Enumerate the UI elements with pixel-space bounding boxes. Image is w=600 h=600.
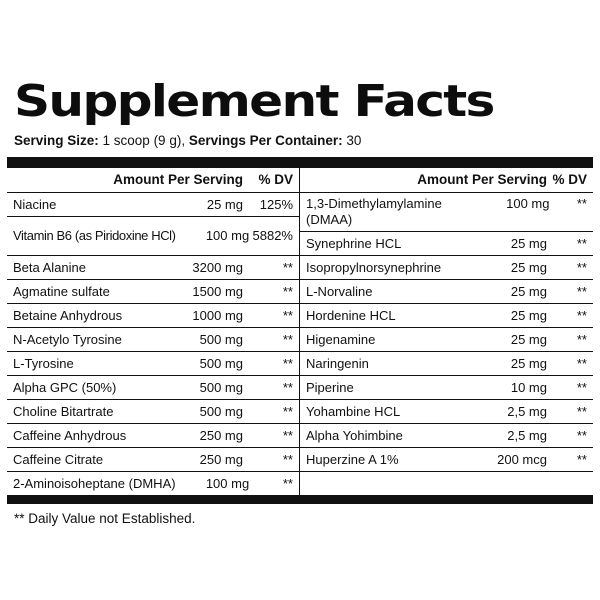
table-row [300,280,593,304]
footnote: ** Daily Value not Established. [14,511,196,526]
table-row-empty [300,472,593,495]
ingredient-dv: 5882% [252,228,293,243]
ingredient-dv: ** [576,428,587,443]
dv-header: % DV [258,172,293,187]
ingredient-name: Niacine [13,197,57,212]
ingredient-name [300,472,473,495]
facts-table [7,168,593,504]
ingredient-name: Alpha Yohimbine [306,428,403,443]
table-row [300,193,593,232]
dv-header: % DV [552,172,587,187]
ingredient-dv: ** [282,308,293,323]
ingredient-name: Yohambine HCL [306,404,401,419]
ingredient-amount: 500 mg [199,404,243,419]
table-row [300,376,593,400]
ingredient-name: Betaine Anhydrous [13,308,123,323]
ingredient-amount: 100 mg [205,476,250,491]
ingredient-name: 2-Aminoisoheptane (DMHA) [13,476,176,491]
ingredient-amount: 25 mg [206,197,243,212]
ingredient-dv: ** [576,308,587,323]
ingredient-dv: ** [576,196,587,211]
ingredient-name: Beta Alanine [13,260,87,275]
ingredient-dv: ** [576,404,587,419]
table-row [7,217,299,256]
left-column-header [7,168,299,193]
table-row [7,193,299,217]
ingredient-dv: ** [576,284,587,299]
ingredient-dv: ** [576,356,587,371]
table-row [300,448,593,472]
ingredient-amount: 25 mg [510,236,547,251]
ingredient-name: 1,3-Dimethylamylamine (DMAA) [306,196,442,227]
table-row [7,304,299,328]
table-row [300,304,593,328]
ingredient-name: Alpha GPC (50%) [13,380,117,395]
table-row [7,256,299,280]
table-row [7,376,299,400]
ingredient-dv: ** [576,332,587,347]
top-divider-bar [7,157,593,168]
table-row [300,256,593,280]
ingredient-dv: ** [282,452,293,467]
table-row [7,352,299,376]
ingredient-dv: ** [282,404,293,419]
ingredient-dv: ** [282,284,293,299]
table-row [7,400,299,424]
ingredient-amount: 250 mg [199,428,243,443]
ingredient-name: Higenamine [306,332,376,347]
ingredient-amount: 500 mg [199,356,243,371]
table-row [300,352,593,376]
ingredient-amount: 2,5 mg [507,404,547,419]
servings-per-container-label: Servings Per Container: [188,133,343,148]
ingredient-amount: 25 mg [510,284,547,299]
ingredient-name: Synephrine HCL [306,236,402,251]
ingredient-amount: 25 mg [510,308,547,323]
ingredient-amount: 100 mg [506,196,550,211]
ingredient-dv: ** [282,332,293,347]
ingredient-name: Caffeine Citrate [13,452,104,467]
ingredient-dv [547,472,593,495]
ingredient-amount: 10 mg [510,380,547,395]
ingredient-dv: 125% [259,197,293,212]
ingredient-name: N-Acetylo Tyrosine [13,332,122,347]
ingredient-amount: 1500 mg [192,284,243,299]
table-row [7,472,299,495]
ingredient-dv: ** [576,380,587,395]
supplement-facts-panel [7,76,593,526]
table-row [7,328,299,352]
ingredient-amount: 25 mg [510,260,547,275]
ingredient-dv: ** [282,260,293,275]
ingredient-amount: 500 mg [199,380,243,395]
serving-size-value: 1 scoop (9 g), [98,133,189,148]
left-column [7,168,300,495]
ingredient-amount: 2,5 mg [507,428,547,443]
ingredient-name: Choline Bitartrate [13,404,114,419]
ingredient-amount: 1000 mg [192,308,243,323]
ingredient-name: Huperzine A 1% [306,452,399,467]
serving-size-label: Serving Size: [14,133,99,148]
table-row [7,448,299,472]
ingredient-dv: ** [282,428,293,443]
ingredient-amount: 25 mg [510,332,547,347]
ingredient-amount: 3200 mg [192,260,243,275]
amount-header: Amount Per Serving [417,172,547,187]
servings-per-container-value: 30 [342,133,362,148]
ingredient-amount: 200 mcg [497,452,547,467]
table-row [7,424,299,448]
ingredient-dv: ** [576,260,587,275]
ingredient-amount: 25 mg [510,356,547,371]
panel-title: Supplement Facts [14,76,494,127]
ingredient-amount [473,472,547,495]
ingredient-name: Isopropylnorsynephrine [306,260,442,275]
table-row [300,400,593,424]
ingredient-name: L-Norvaline [306,284,373,299]
ingredient-name: Naringenin [306,356,369,371]
ingredient-name: Hordenine HCL [306,308,396,323]
right-column-header [300,168,593,193]
ingredient-dv: ** [282,356,293,371]
ingredient-name: Piperine [306,380,354,395]
table-row [300,232,593,256]
right-column [300,168,593,495]
ingredient-dv: ** [576,236,587,251]
ingredient-amount: 100 mg [205,228,250,243]
ingredient-dv: ** [576,452,587,467]
amount-header: Amount Per Serving [113,172,243,187]
table-row [7,280,299,304]
ingredient-amount: 250 mg [199,452,243,467]
ingredient-dv: ** [282,476,293,491]
ingredient-name: Agmatine sulfate [13,284,110,299]
serving-info [14,132,593,150]
table-row [300,328,593,352]
ingredient-name: L-Tyrosine [13,356,74,371]
ingredient-dv: ** [282,380,293,395]
ingredient-amount: 500 mg [199,332,243,347]
ingredient-name: Vitamin B6 (as Piridoxine HCl) [13,228,176,243]
table-row [300,424,593,448]
ingredient-name: Caffeine Anhydrous [13,428,127,443]
